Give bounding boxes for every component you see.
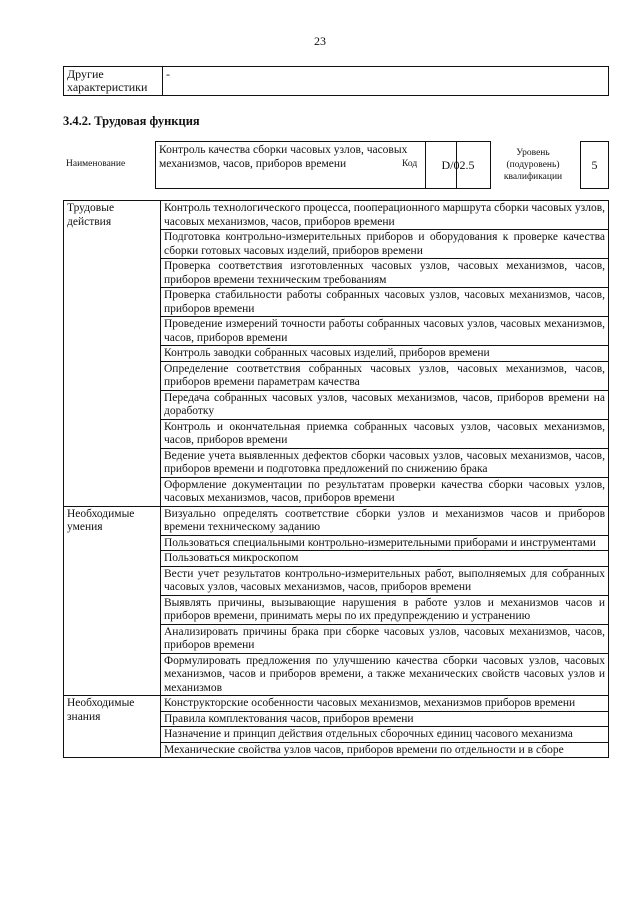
name-label: Наименование <box>66 159 126 169</box>
section-item: Пользоваться микроскопом <box>161 551 609 567</box>
section-item: Проверка соответствия изготовленных часовых узлов, часовых механизмов, часов, приборов времени техническим требованиям <box>161 259 609 288</box>
level-value: 5 <box>580 141 609 189</box>
function-details-table <box>63 200 609 758</box>
section-item: Анализировать причины брака при сборке часовых узлов, часовых механизмов, часов, приборов времени <box>161 624 609 653</box>
section-item: Механические свойства узлов часов, приборов времени по отдельности и в сборе <box>161 742 609 758</box>
page-number: 23 <box>314 34 326 48</box>
name-value: Контроль качества сборки часовых узлов, часовых механизмов, часов, приборов времени <box>155 141 457 189</box>
section-item: Назначение и принцип действия отдельных сборочных единиц часового механизма <box>161 727 609 743</box>
section-item: Формулировать предложения по улучшению качества сборки часовых узлов, часовых механизмов, часов и приборов времени, а также механических свойств часовых узлов и механизмов <box>161 653 609 696</box>
section-item: Выявлять причины, вызывающие нарушения в работе узлов и механизмов часов и приборов времени, принимать меры по их предупреждению и устранению <box>161 595 609 624</box>
code-value: D/02.5 <box>425 141 491 189</box>
section-item: Ведение учета выявленных дефектов сборки часовых узлов, часовых механизмов, часов, приборов времени и подготовка предложений по снижению брака <box>161 448 609 477</box>
other-characteristics-table <box>63 66 609 96</box>
section-label: Необходимые умения <box>64 506 161 696</box>
section-item: Передача собранных часовых узлов, часовых механизмов, часов, приборов времени на доработку <box>161 390 609 419</box>
code-label: Код <box>402 159 418 169</box>
section-item: Конструкторские особенности часовых механизмов, механизмов приборов времени <box>161 696 609 712</box>
section-item: Визуально определять соответствие сборки узлов и механизмов часов и приборов времени техническому заданию <box>161 506 609 535</box>
section-item: Контроль технологического процесса, пооперационного маршрута сборки часовых узлов, часовых механизмов, часов, приборов времени <box>161 201 609 230</box>
other-characteristics-value: - <box>163 67 609 96</box>
section-title: 3.4.2. Трудовая функция <box>63 114 200 128</box>
level-label: Уровень (подуровень) квалификации <box>503 148 563 182</box>
other-characteristics-label: Другие характеристики <box>64 67 163 96</box>
function-header <box>63 141 609 189</box>
section-item: Контроль и окончательная приемка собранных часовых узлов, часовых механизмов, часов, приборов времени <box>161 419 609 448</box>
section-label: Необходимые знания <box>64 696 161 758</box>
table-row <box>64 696 609 712</box>
table-row <box>64 201 609 230</box>
section-label: Трудовые действия <box>64 201 161 507</box>
section-item: Определение соответствия собранных часовых узлов, часовых механизмов, часов, приборов времени параметрам качества <box>161 361 609 390</box>
section-item: Оформление документации по результатам проверки качества сборки часовых узлов, часовых механизмов, часов, приборов времени <box>161 477 609 506</box>
section-item: Вести учет результатов контрольно-измерительных работ, выполняемых для собранных часовых узлов, часовых механизмов, часов, приборов времени <box>161 566 609 595</box>
section-item: Пользоваться специальными контрольно-измерительными приборами и инструментами <box>161 535 609 551</box>
section-item: Проведение измерений точности работы собранных часовых узлов, часовых механизмов, часов, приборов времени <box>161 317 609 346</box>
section-item: Правила комплектования часов, приборов времени <box>161 711 609 727</box>
section-item: Контроль заводки собранных часовых изделий, приборов времени <box>161 346 609 362</box>
table-row <box>64 506 609 535</box>
section-item: Подготовка контрольно-измерительных приборов и оборудования к проверке качества сборки готовых часовых изделий, приборов времени <box>161 230 609 259</box>
table-row <box>64 67 609 96</box>
section-item: Проверка стабильности работы собранных часовых узлов, часовых механизмов, часов, приборов времени <box>161 288 609 317</box>
